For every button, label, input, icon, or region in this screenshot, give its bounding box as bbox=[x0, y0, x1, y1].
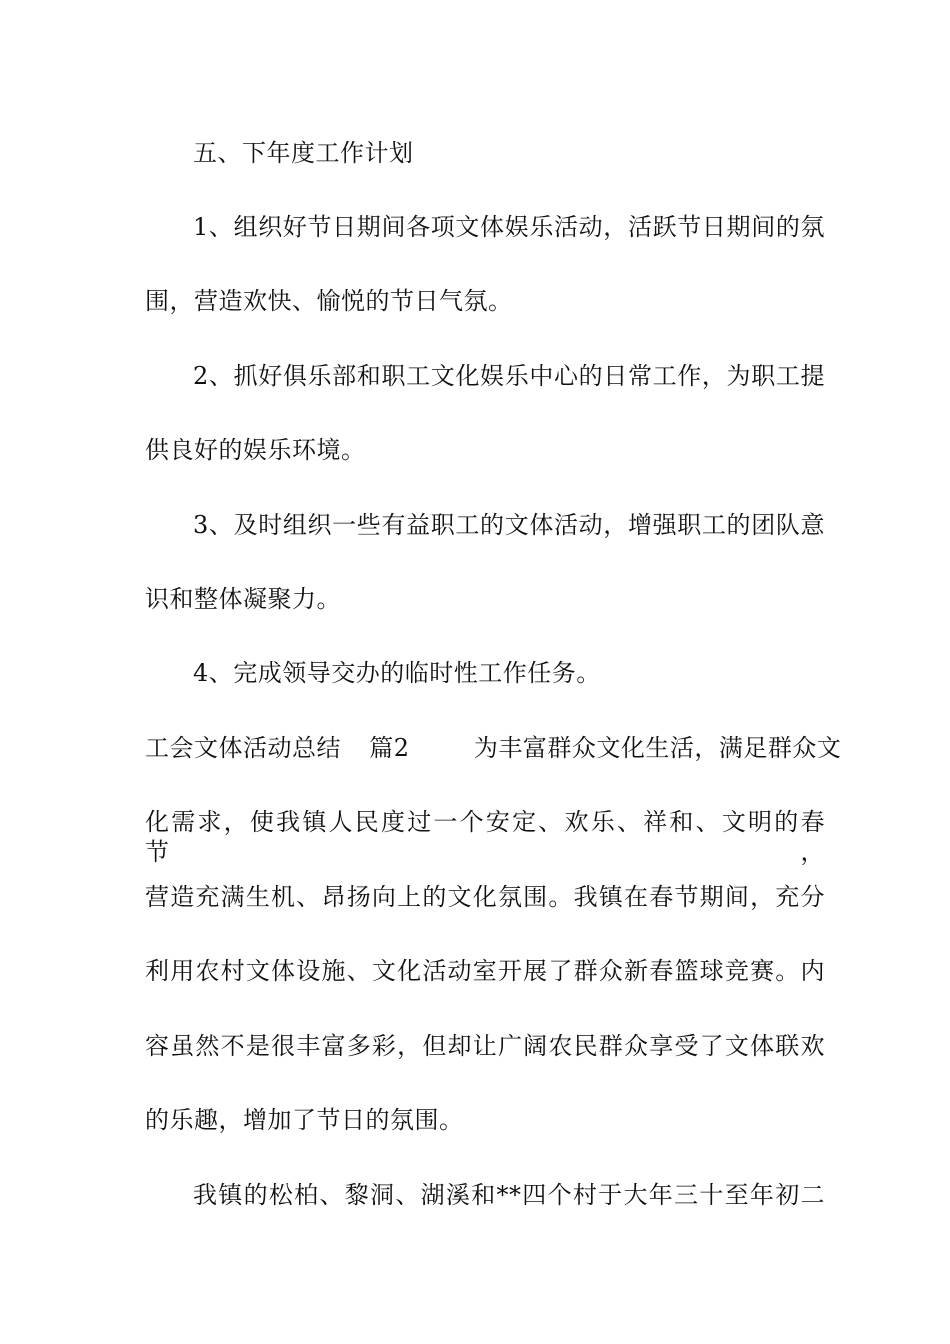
section-label: 篇2 bbox=[369, 734, 410, 762]
heading-next-year-plan: 五、下年度工作计划 bbox=[193, 139, 414, 167]
paragraph-line: 1、组织好节日期间各项文体娱乐活动，活跃节日期间的氛 bbox=[193, 213, 825, 241]
paragraph-line: 2、抓好俱乐部和职工文化娱乐中心的日常工作，为职工提 bbox=[193, 362, 825, 390]
paragraph-line: 营造充满生机、昂扬向上的文化氛围。我镇在春节期间，充分 bbox=[145, 883, 825, 911]
paragraph-line: 利用农村文体设施、文化活动室开展了群众新春篮球竞赛。内 bbox=[145, 957, 825, 985]
paragraph-line: 我镇的松柏、黎洞、湖溪和**四个村于大年三十至年初二 bbox=[193, 1181, 825, 1209]
paragraph-line: 容虽然不是很丰富多彩，但却让广阔农民群众享受了文体联欢 bbox=[145, 1032, 825, 1060]
paragraph-line: 化需求，使我镇人民度过一个安定、欢乐、祥和、文明的春节， bbox=[145, 808, 825, 866]
paragraph-line: 识和整体凝聚力。 bbox=[145, 585, 341, 613]
section-title: 工会文体活动总结 bbox=[145, 734, 341, 762]
section-first-line: 为丰富群众文化生活，满足群众文 bbox=[473, 734, 842, 762]
section-heading-line bbox=[145, 733, 842, 763]
paragraph-line: 供良好的娱乐环境。 bbox=[145, 436, 366, 464]
paragraph-line: 3、及时组织一些有益职工的文体活动，增强职工的团队意 bbox=[193, 511, 825, 539]
paragraph-line: 围，营造欢快、愉悦的节日气氛。 bbox=[145, 287, 513, 315]
paragraph-line: 的乐趣，增加了节日的氛围。 bbox=[145, 1106, 464, 1134]
paragraph-line: 4、完成领导交办的临时性工作任务。 bbox=[193, 659, 601, 687]
